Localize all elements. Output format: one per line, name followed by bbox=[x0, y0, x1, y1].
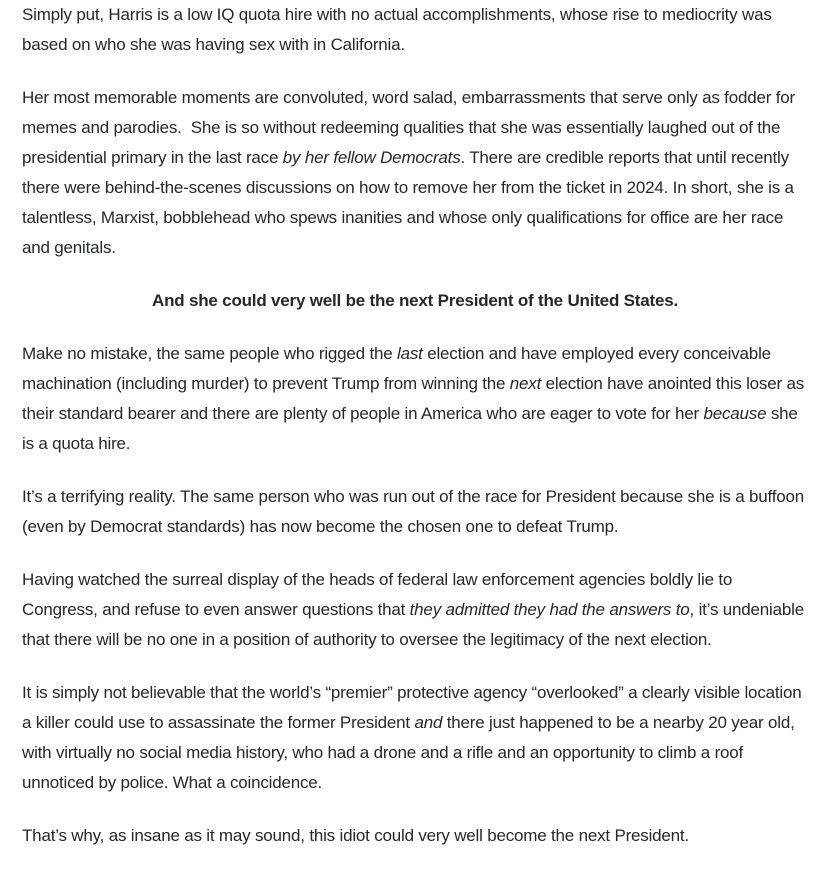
text-segment: It is simply not believable that the world’s “premier” protective agency “overlooked” a clearly visible location a killer could use to assassinate the former President bbox=[22, 683, 807, 732]
text-segment: Her most memorable moments are convoluted, word salad, embarrassments that serve only as fodder for memes and parodies. She is so without redeeming qualities that she was essentially laughed out of the presidential primary in the last race bbox=[22, 88, 800, 167]
italic-text-segment: by her fellow Democrats bbox=[282, 148, 461, 167]
text-segment: . There are credible reports that until recently there were behind-the-scenes discussions on how to remove her from the ticket in 2024. In short, she is a talentless, Marxist, bobblehead who spews inanities and whose only qualifications for office are her race and genitals. bbox=[22, 148, 799, 257]
paragraph bbox=[22, 678, 808, 798]
italic-text-segment: because bbox=[703, 404, 767, 423]
text-segment: And she could very well be the next President of the United States. bbox=[152, 291, 678, 310]
text-segment: election have anointed this loser as their standard bearer and there are plenty of people in America who are eager to vote for her bbox=[22, 374, 809, 423]
text-segment: she is a quota hire. bbox=[22, 404, 803, 453]
text-segment: Having watched the surreal display of the heads of federal law enforcement agencies boldly lie to Congress, and refuse to even answer questions that bbox=[22, 570, 737, 619]
paragraph bbox=[22, 482, 808, 542]
emphasis-line bbox=[22, 286, 808, 316]
text-segment: It’s a terrifying reality. The same person who was run out of the race for President because she is a buffoon (even by Democrat standards) has now become the chosen one to defeat Trump. bbox=[22, 487, 809, 536]
italic-text-segment: they admitted they had the answers to bbox=[409, 600, 690, 619]
text-segment: Make no mistake, the same people who rigged the bbox=[22, 344, 398, 363]
paragraph bbox=[22, 565, 808, 655]
text-segment: there just happened to be a nearby 20 year old, with virtually no social media history, who had a drone and a rifle and an opportunity to climb a roof unnoticed by police. What a coincidence. bbox=[22, 713, 800, 792]
italic-text-segment: and bbox=[414, 713, 443, 732]
paragraph bbox=[22, 821, 808, 851]
italic-text-segment: next bbox=[509, 374, 542, 393]
paragraph bbox=[22, 339, 808, 459]
text-segment: , it’s undeniable that there will be no one in a position of authority to oversee the legitimacy of the next election. bbox=[22, 600, 809, 649]
paragraph bbox=[22, 0, 808, 60]
text-segment: Simply put, Harris is a low IQ quota hire with no actual accomplishments, whose rise to mediocrity was based on who she was having sex with in California. bbox=[22, 5, 777, 54]
text-segment: That’s why, as insane as it may sound, this idiot could very well become the next President. bbox=[22, 826, 689, 845]
paragraph bbox=[22, 83, 808, 263]
italic-text-segment: last bbox=[397, 344, 423, 363]
text-segment: election and have employed every conceivable machination (including murder) to prevent Trump from winning the bbox=[22, 344, 776, 393]
